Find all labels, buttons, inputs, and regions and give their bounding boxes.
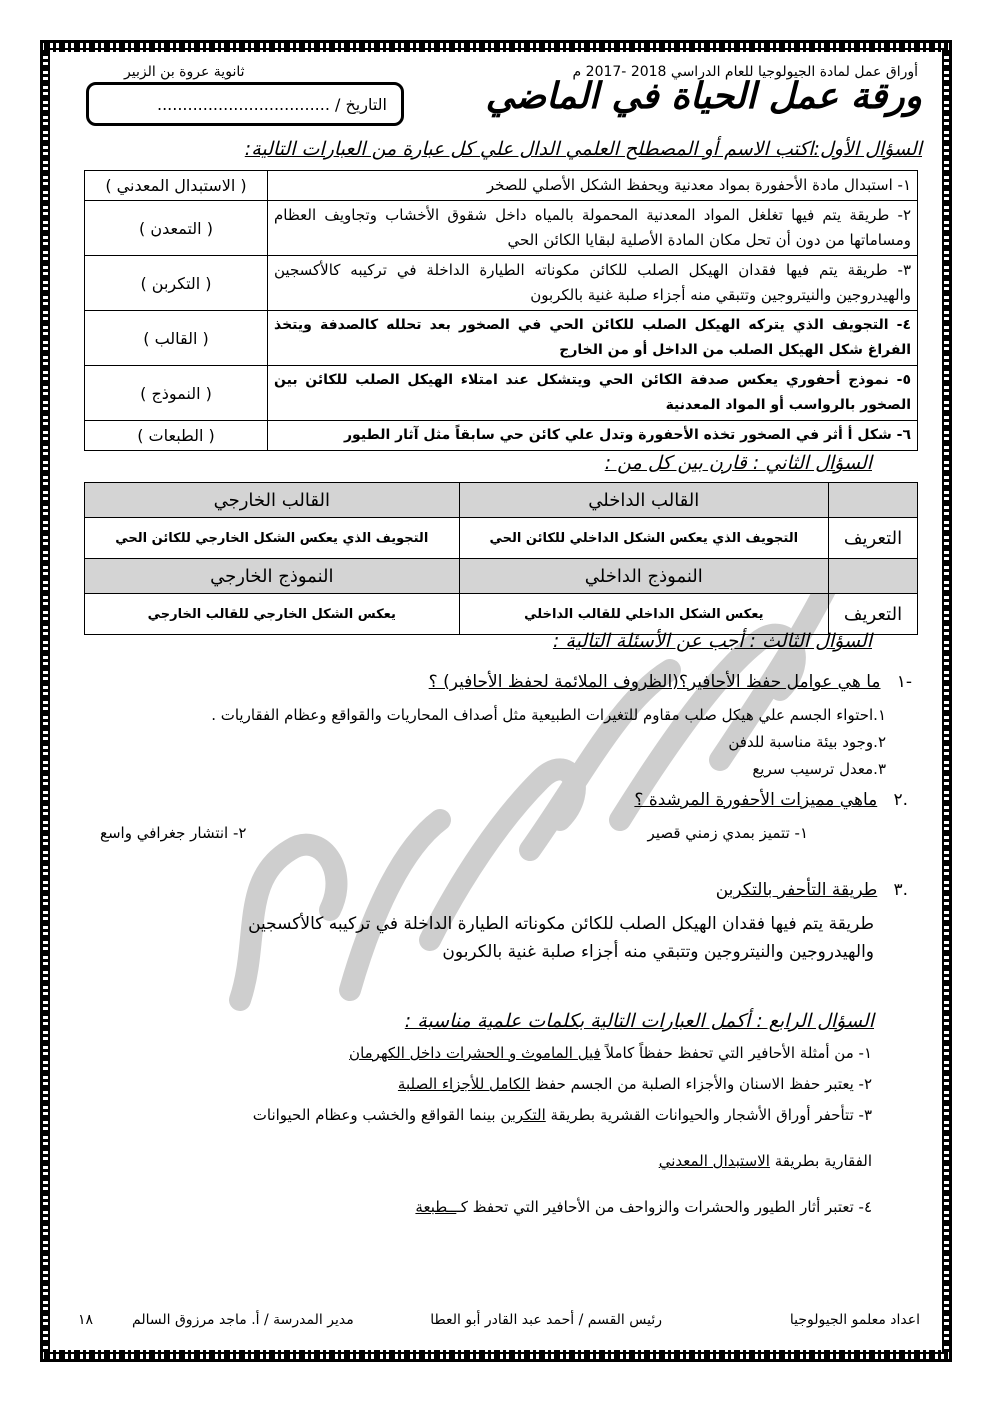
page-title: ورقة عمل الحياة في الماضي	[485, 76, 922, 117]
q1-question: ١- استبدال مادة الأحفورة بمواد معدنية ويحفظ الشكل الأصلي للصخر	[268, 171, 918, 201]
q4-line1-text: ١- من أمثلة الأحافير التي تحفظ حفظاً كاملاً	[600, 1044, 872, 1062]
table-row	[85, 366, 918, 421]
list-item: ٢.وجود بيئة مناسبة للدفن	[728, 733, 886, 751]
q1-answer: ( التمعدن )	[85, 201, 268, 256]
q1-question: ٥- نموذج أحفوري يعكس صدفة الكائن الحي ويتشكل عند امتلاء الهيكل الصلب للكائن بين الصخور بالرواسب أو المواد المعدنية	[268, 366, 918, 421]
row-label-definition: التعريف	[829, 518, 918, 559]
list-item: ٢- انتشار جغرافي واسع	[100, 824, 247, 842]
q4-line2-answer: الكامل للأجزاء الصلبة	[397, 1075, 531, 1093]
q3-sub3	[716, 880, 908, 900]
table-row	[85, 311, 918, 366]
q3-sub2-title: ماهي مميزات الأحفورة المرشدة ؟	[634, 790, 878, 810]
table-row	[85, 518, 918, 559]
q3-sub3-title: طريقة التأحفر بالتكربن	[715, 880, 878, 900]
def-inner-cast: يعكس الشكل الداخلي للقالب الداخلي	[459, 594, 828, 635]
header-outer-cast: النموذج الخارجي	[85, 559, 460, 594]
header-outer-mold: القالب الخارجي	[85, 483, 460, 518]
footer-department-head: رئيس القسم / أحمد عبد القادر أبو العطا	[430, 1312, 662, 1328]
table-row	[85, 201, 918, 256]
q4-line4-answer: ــطبعة	[415, 1198, 457, 1216]
date-label: التاريخ / ..................................	[156, 94, 387, 114]
q4-line1	[349, 1044, 872, 1062]
q4-line4	[415, 1198, 872, 1216]
q1-question: ٦- شكل أ أثر في الصخور تخذه الأحفورة وتدل علي كائن حي سابقاً مثل آثار الطيور	[268, 421, 918, 451]
q4-line3	[253, 1106, 872, 1124]
q1-heading: السؤال الأول:اكتب الاسم أو المصطلح العلمي الدال علي كل عبارة من العبارات التالية:	[244, 138, 922, 160]
q4-line4-text: ٤- تعتبر أثار الطيور والحشرات والزواحف من الأحافير التي تحفظ كـ	[456, 1198, 872, 1216]
q4-line3-text-end: بينما القواقع والخشب وعظام الحيوانات	[252, 1106, 501, 1124]
q1-answer: ( النموذج )	[85, 366, 268, 421]
q2-comparison-table	[84, 482, 918, 635]
q1-answer: ( الاستبدال المعدني )	[85, 171, 268, 201]
header-inner-cast: النموذج الداخلي	[459, 559, 828, 594]
list-item: ١.احتواء الجسم علي هيكل صلب مقاوم للتغيرات الطبيعية مثل أصداف المحاريات والقواقع وعظام الفقاريات .	[211, 706, 886, 724]
q1-question: ٤- التجويف الذي يتركه الهيكل الصلب للكائن الحي في الصخور بعد تحلله كالصدفة ويتخذ الفراغ شكل الهيكل الصلب من الداخل أو من الخارج	[268, 311, 918, 366]
q4-line1-answer: فيل الماموث و الحشرات داخل الكهرمان	[349, 1044, 601, 1062]
q3-sub1-number: -١	[896, 672, 912, 692]
table-row	[85, 421, 918, 451]
q4-line3b-text: الفقارية بطريقة	[769, 1152, 872, 1170]
header-inner-mold: القالب الداخلي	[459, 483, 828, 518]
q1-answer: ( الطبعات )	[85, 421, 268, 451]
page-number: ١٨	[78, 1312, 94, 1328]
q3-sub3-number: .٣	[893, 880, 908, 900]
q3-sub3-line2: والهيدروجين والنيتروجين وتتبقي منه أجزاء صلبة غنية بالكربون	[442, 942, 874, 962]
q1-question: ٢- طريقة يتم فيها تغلغل المواد المعدنية المحمولة بالمياه داخل شقوق الأخشاب وتجاويف العظام ومساماتها من دون أن تحل مكان المادة الأصلية لبقايا الكائن الحي	[268, 201, 918, 256]
list-item: ٣.معدل ترسيب سريع	[752, 760, 886, 778]
q3-sub3-line1: طريقة يتم فيها فقدان الهيكل الصلب للكائن مكوناته الطيارة الداخلة في تركيبه كالأكسجين	[248, 914, 874, 934]
q1-question: ٣- طريقة يتم فيها فقدان الهيكل الصلب للكائن مكوناته الطيارة الداخلة في تركيبه كالأكسجين والهيدروجين والنيتروجين وتتبقي منه أجزاء صلبة غنية بالكربون	[268, 256, 918, 311]
q4-line2	[398, 1075, 872, 1093]
table-row	[85, 483, 918, 518]
q4-line3-text: ٣- تتأحفر أوراق الأشجار والحيوانات القشرية بطريقة	[545, 1106, 872, 1124]
row-label-definition: التعريف	[829, 594, 918, 635]
list-item: ١- تتميز بمدي زمني قصير	[647, 824, 808, 842]
def-inner-mold: التجويف الذي يعكس الشكل الداخلي للكائن الحي	[459, 518, 828, 559]
table-row	[85, 559, 918, 594]
q1-answer: ( القالب )	[85, 311, 268, 366]
school-name: ثانوية عروة بن الزبير	[124, 64, 245, 80]
q3-sub1-title: ما هي عوامل حفظ الأحافير؟(الظروف الملائمة لحفظ الأحافير) ؟	[428, 672, 881, 692]
q3-sub1	[429, 672, 912, 692]
q3-sub2	[634, 790, 908, 810]
table-row	[85, 256, 918, 311]
q4-line2-text: ٢- يعتبر حفظ الاسنان والأجزاء الصلبة من الجسم حفظ	[530, 1075, 872, 1093]
q2-heading: السؤال الثاني : قارن بين كل من :	[604, 452, 872, 474]
q4-heading: السؤال الرابع : أكمل العبارات التالية بكلمات علمية مناسبة :	[404, 1010, 874, 1032]
q4-line3-answer: التكربن	[500, 1106, 546, 1124]
def-outer-cast: يعكس الشكل الخارجي للقالب الخارجي	[85, 594, 460, 635]
q1-table	[84, 170, 918, 451]
date-box[interactable]	[86, 82, 404, 126]
q3-sub2-number: .٢	[893, 790, 908, 810]
subject-line: أوراق عمل لمادة الجيولوجيا للعام الدراسي 2018 -2017 م	[572, 64, 918, 80]
q3-heading: السؤال الثالث : أجب عن الأسئلة التالية :	[552, 630, 872, 652]
q4-line3b	[659, 1152, 872, 1170]
table-row	[85, 594, 918, 635]
table-row	[85, 171, 918, 201]
def-outer-mold: التجويف الذي يعكس الشكل الخارجي للكائن الحي	[85, 518, 460, 559]
footer-principal: مدير المدرسة / أ. ماجد مرزوق السالم	[132, 1312, 354, 1328]
q4-line3b-answer: الاستبدال المعدني	[658, 1152, 770, 1170]
footer-prepared-by: اعداد معلمو الجيولوجيا	[789, 1312, 920, 1328]
q1-answer: ( التكربن )	[85, 256, 268, 311]
